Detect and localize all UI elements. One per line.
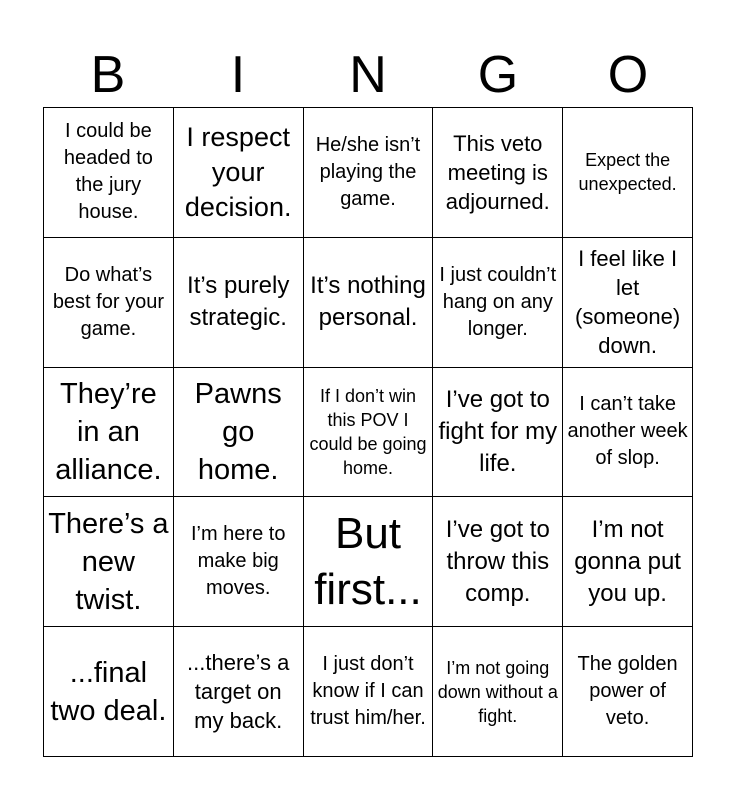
cell-text: I feel like I let (someone) down. [575, 246, 681, 359]
bingo-cell[interactable] [563, 497, 693, 627]
bingo-cell[interactable] [433, 238, 563, 368]
cell-text: It’s nothing personal. [310, 272, 426, 332]
bingo-cell[interactable] [433, 368, 563, 498]
bingo-cell[interactable] [304, 108, 434, 238]
cell-text: I’m not gonna put you up. [574, 515, 681, 607]
header-letter-b: B [90, 46, 126, 104]
bingo-cell[interactable] [433, 627, 563, 757]
cell-text: ...final two deal. [50, 656, 167, 727]
bingo-cell[interactable] [44, 108, 174, 238]
cell-text: I just don’t know if I can trust him/her. [310, 653, 426, 730]
bingo-cell[interactable] [174, 368, 304, 498]
cell-text: I respect your decision. [184, 121, 292, 222]
cell-text: Do what’s best for your game. [52, 263, 164, 340]
bingo-cell[interactable] [174, 627, 304, 757]
bingo-cell[interactable] [433, 108, 563, 238]
bingo-cell[interactable] [563, 108, 693, 238]
bingo-header [43, 44, 693, 106]
bingo-cell[interactable] [174, 238, 304, 368]
cell-text: I’m here to make big moves. [190, 523, 286, 600]
bingo-cell[interactable] [563, 627, 693, 757]
cell-text: The golden power of veto. [577, 653, 678, 730]
cell-text: I can’t take another week of slop. [567, 393, 688, 470]
bingo-cell[interactable] [433, 497, 563, 627]
bingo-cell[interactable] [563, 368, 693, 498]
bingo-cell-free[interactable] [304, 497, 434, 627]
cell-text: I’ve got to fight for my life. [438, 385, 558, 477]
cell-text: ...there’s a target on my back. [187, 650, 290, 734]
cell-text: This veto meeting is adjourned. [445, 130, 550, 214]
cell-text: They’re in an alliance. [55, 377, 162, 486]
cell-text: Pawns go home. [194, 377, 282, 486]
cell-text: If I don’t win this POV I could be going home. [309, 385, 427, 478]
cell-text: I’m not going down without a fight. [437, 657, 558, 726]
cell-text: Expect the unexpected. [578, 150, 677, 195]
bingo-grid [43, 107, 693, 757]
bingo-cell[interactable] [44, 368, 174, 498]
header-letter-n: N [349, 46, 387, 104]
bingo-cell[interactable] [44, 238, 174, 368]
cell-text: I could be headed to the jury house. [63, 120, 153, 224]
header-letter-o: O [607, 46, 649, 104]
bingo-cell[interactable] [304, 627, 434, 757]
cell-text: He/she isn’t playing the game. [315, 133, 421, 210]
header-letter-i: I [230, 46, 246, 104]
header-letter-g: G [477, 46, 519, 104]
cell-text: I just couldn’t hang on any longer. [439, 263, 557, 340]
cell-text: I’ve got to throw this comp. [445, 515, 550, 607]
bingo-cell[interactable] [563, 238, 693, 368]
bingo-cell[interactable] [304, 368, 434, 498]
bingo-cell[interactable] [44, 627, 174, 757]
bingo-cell[interactable] [174, 497, 304, 627]
cell-text: But first... [314, 508, 422, 614]
bingo-cell[interactable] [44, 497, 174, 627]
bingo-cell[interactable] [304, 238, 434, 368]
cell-text: It’s purely strategic. [187, 272, 290, 332]
cell-text: There’s a new twist. [48, 507, 169, 616]
bingo-cell[interactable] [174, 108, 304, 238]
